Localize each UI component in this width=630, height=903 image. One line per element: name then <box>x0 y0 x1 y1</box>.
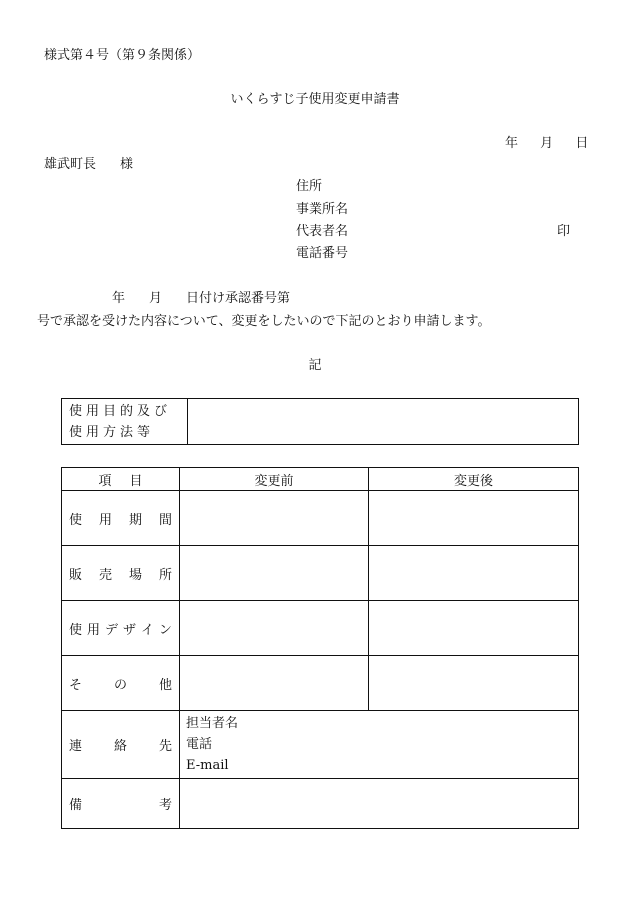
table-row-location <box>62 546 579 601</box>
other-before-cell[interactable] <box>180 656 369 711</box>
addressee-honorific: 様 <box>120 157 134 172</box>
row-label-other <box>62 656 180 711</box>
table-row-period <box>62 491 579 546</box>
addressee-name: 雄武町長 <box>44 157 97 172</box>
date-line <box>505 136 588 152</box>
applicant-phone-label: 電話番号 <box>296 246 349 261</box>
label-char: デ <box>104 622 118 638</box>
purpose-table <box>61 398 579 445</box>
label-char: の <box>113 677 127 693</box>
period-after-cell[interactable] <box>369 491 579 546</box>
label-char: 備 <box>69 798 83 813</box>
purpose-label-line2: 使用方法等 <box>69 424 155 440</box>
label-char: 場 <box>128 567 142 583</box>
date-day-label: 日 <box>575 136 589 151</box>
table-row-contact <box>62 711 579 779</box>
label-char: 先 <box>158 739 172 754</box>
contact-phone-label: 電話 <box>186 737 213 752</box>
change-table-header-row <box>62 468 579 491</box>
label-char: 所 <box>158 567 172 583</box>
label-char: 用 <box>98 512 112 528</box>
applicant-business-label: 事業所名 <box>296 202 349 217</box>
header-after: 変更後 <box>369 468 579 491</box>
label-char: 使 <box>69 622 83 638</box>
label-char: 売 <box>98 567 112 583</box>
location-after-cell[interactable] <box>369 546 579 601</box>
design-before-cell[interactable] <box>180 601 369 656</box>
label-char: 間 <box>158 512 172 528</box>
location-before-cell[interactable] <box>180 546 369 601</box>
row-label-remarks <box>62 779 180 829</box>
label-char: ン <box>158 622 172 638</box>
document-title: いくらすじ子使用変更申請書 <box>230 92 400 107</box>
contact-person-label: 担当者名 <box>186 716 239 731</box>
row-label-design <box>62 601 180 656</box>
label-char: 他 <box>158 677 172 693</box>
date-year-label: 年 <box>505 136 519 151</box>
label-char: イ <box>140 622 154 638</box>
row-label-period <box>62 491 180 546</box>
label-char: 絡 <box>113 739 127 754</box>
label-char: 項 <box>98 473 112 489</box>
period-before-cell[interactable] <box>180 491 369 546</box>
purpose-label-line1: 使用目的及び <box>69 403 172 419</box>
label-char: 考 <box>158 798 172 813</box>
date-month-label: 月 <box>540 136 554 151</box>
design-after-cell[interactable] <box>369 601 579 656</box>
label-char: 連 <box>69 739 83 754</box>
approval-number-label: 日付け承認番号第 <box>186 291 291 306</box>
purpose-value-cell[interactable] <box>188 399 579 445</box>
header-item <box>62 468 180 491</box>
label-char: 使 <box>69 512 83 528</box>
label-char: 用 <box>86 622 100 638</box>
label-char: 販 <box>69 567 83 583</box>
contact-email-label: E-mail <box>186 758 229 773</box>
approval-line <box>112 291 290 307</box>
applicant-address-label: 住所 <box>296 179 323 194</box>
form-number: 様式第４号（第９条関係） <box>44 48 201 63</box>
other-after-cell[interactable] <box>369 656 579 711</box>
change-table <box>61 467 579 829</box>
table-row-other <box>62 656 579 711</box>
label-char: ザ <box>122 622 136 638</box>
row-label-contact <box>62 711 180 779</box>
remarks-cell[interactable] <box>180 779 579 829</box>
header-before: 変更前 <box>180 468 369 491</box>
seal-mark: 印 <box>557 224 571 239</box>
body-text: 号で承認を受けた内容について、変更をしたいので下記のとおり申請します。 <box>37 314 491 329</box>
ki-heading: 記 <box>308 358 322 373</box>
addressee <box>44 157 133 173</box>
row-label-location <box>62 546 180 601</box>
label-char: 期 <box>128 512 142 528</box>
label-char: 目 <box>129 473 143 489</box>
approval-year-label: 年 <box>112 291 126 306</box>
purpose-label <box>62 399 188 445</box>
contact-cell[interactable] <box>180 711 579 779</box>
table-row-remarks <box>62 779 579 829</box>
approval-month-label: 月 <box>149 291 163 306</box>
label-char: そ <box>69 677 83 693</box>
applicant-representative-label: 代表者名 <box>296 224 349 239</box>
table-row-design <box>62 601 579 656</box>
